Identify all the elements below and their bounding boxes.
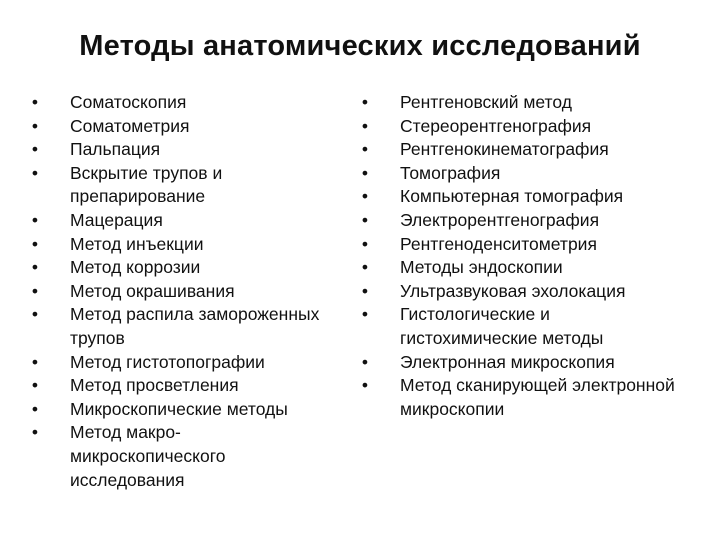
list-item-label: Компьютерная томография <box>400 186 624 207</box>
bullet-icon: • <box>361 92 369 112</box>
list-item <box>28 162 285 209</box>
list-item-label: Гистологические и гистохимические методы <box>400 304 604 348</box>
list-item <box>28 280 348 304</box>
list-item-label: Метод коррозии <box>70 257 201 278</box>
list-item-label: Ультразвуковая эхолокация <box>400 280 626 301</box>
list-item <box>358 256 698 280</box>
bullet-icon: • <box>31 398 39 419</box>
bullet-icon: • <box>361 280 369 301</box>
list-item-label: Рентгеноденситометрия <box>400 233 597 254</box>
bullet-icon: • <box>31 162 39 183</box>
bullet-icon: • <box>31 115 39 136</box>
list-item <box>28 398 348 422</box>
bullet-icon: • <box>361 115 369 136</box>
bullet-icon: • <box>31 351 39 372</box>
page-title: Методы анатомических исследований <box>79 30 641 62</box>
list-item <box>358 185 698 209</box>
bullet-icon: • <box>31 375 39 396</box>
list-item <box>28 115 348 139</box>
bullet-icon: • <box>361 209 369 230</box>
list-item-label: Метод распила замороженных трупов <box>70 304 320 348</box>
bullet-icon: • <box>361 257 369 278</box>
list-item-label: Метод гистотопографии <box>70 351 265 372</box>
list-item-label: Методы эндоскопии <box>400 257 563 278</box>
list-item <box>28 138 348 162</box>
list-item <box>358 162 698 186</box>
list-item-label: Пальпация <box>70 139 161 160</box>
bullet-icon: • <box>31 92 39 112</box>
list-item-label: Микроскопические методы <box>70 398 288 419</box>
list-item <box>28 421 310 492</box>
right-method-list <box>358 91 698 421</box>
list-item <box>358 280 698 304</box>
list-item-label: Электронная микроскопия <box>400 351 615 372</box>
list-item <box>358 91 698 115</box>
bullet-icon: • <box>31 233 39 254</box>
list-item-label: Метод инъекции <box>70 233 204 254</box>
bullet-icon: • <box>31 209 39 230</box>
bullet-icon: • <box>361 233 369 254</box>
list-item <box>358 138 698 162</box>
list-item <box>358 303 670 350</box>
list-item-label: Вскрытие трупов и препарирование <box>70 162 223 207</box>
list-item-label: Электрорентгенография <box>400 209 600 230</box>
bullet-icon: • <box>31 422 39 443</box>
bullet-icon: • <box>361 375 369 396</box>
list-item <box>358 209 698 233</box>
bullet-icon: • <box>31 257 39 278</box>
list-item <box>28 374 348 398</box>
bullet-icon: • <box>31 139 39 160</box>
list-item-label: Соматоскопия <box>70 92 187 112</box>
bullet-icon: • <box>361 351 369 372</box>
bullet-icon: • <box>361 139 369 160</box>
list-item-label: Рентгеновский метод <box>400 92 572 112</box>
left-method-list <box>28 91 348 492</box>
bullet-icon: • <box>31 304 39 325</box>
list-item <box>358 374 700 421</box>
bullet-icon: • <box>31 280 39 301</box>
bullet-icon: • <box>361 162 369 183</box>
bullet-icon: • <box>361 304 369 325</box>
list-item <box>28 256 348 280</box>
list-item-label: Стереорентгенография <box>400 115 592 136</box>
list-item <box>28 233 348 257</box>
list-item-label: Метод просветления <box>70 375 239 396</box>
list-item-label: Метод макро-микроскопического исследования <box>70 422 226 490</box>
list-item <box>358 351 698 375</box>
list-item-label: Соматометрия <box>70 115 190 136</box>
list-item-label: Метод сканирующей электронной микроскопии <box>400 375 675 419</box>
list-item <box>28 351 348 375</box>
list-item-label: Метод окрашивания <box>70 280 235 301</box>
list-item <box>358 233 698 257</box>
list-item <box>358 115 698 139</box>
bullet-icon: • <box>361 186 369 207</box>
list-item <box>28 91 348 115</box>
list-item <box>28 303 330 350</box>
list-item-label: Рентгенокинематография <box>400 139 609 160</box>
list-item <box>28 209 348 233</box>
list-item-label: Мацерация <box>70 209 163 230</box>
list-item-label: Томография <box>400 162 501 183</box>
